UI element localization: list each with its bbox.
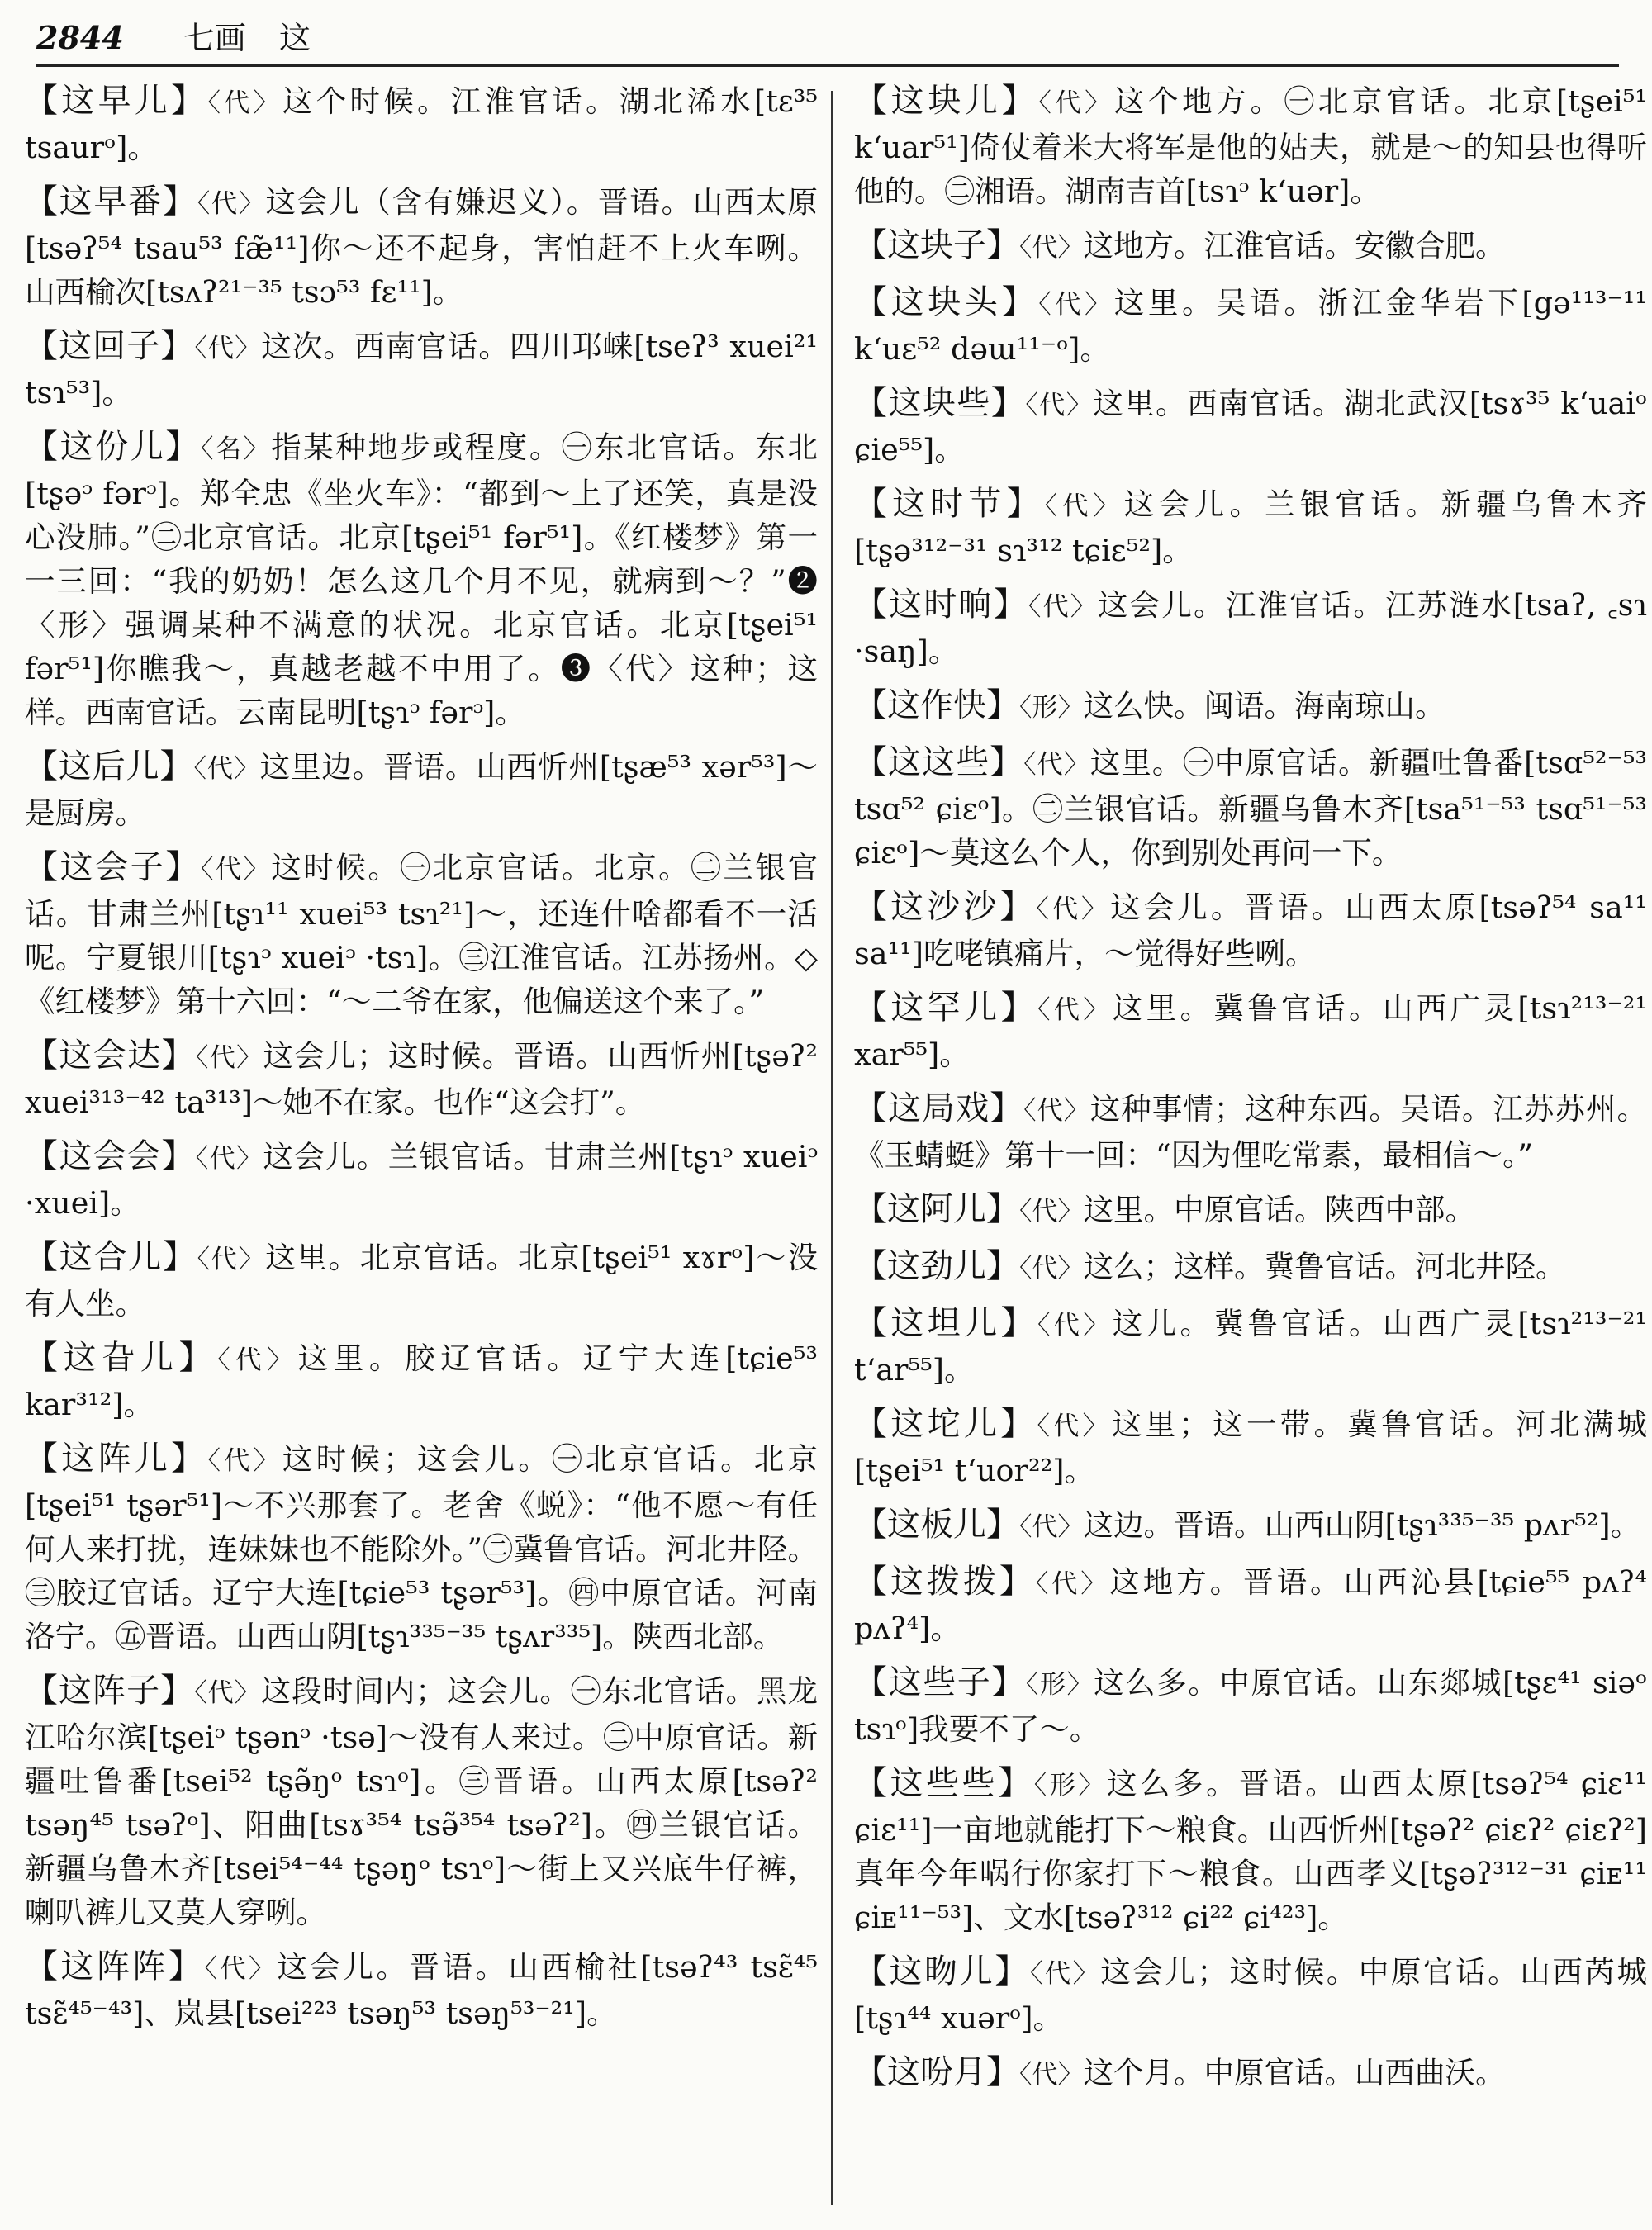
- right-column: [854, 79, 1647, 2108]
- entry-definition: 这里。中原官话。陕西中部。: [1083, 1192, 1475, 1227]
- entry-definition: 这里。㊀中原官话。新疆吐鲁番[tsɑ⁵²⁻⁵³ tsɑ⁵² ɕiɛᵒ]。㊁兰银官话。新疆乌鲁木齐[tsa⁵¹⁻⁵³ tsɑ⁵¹⁻⁵³ ɕiɛᵒ]～莫这么个人，你到别处再问一下。: [854, 745, 1647, 871]
- dictionary-entry: [25, 846, 818, 1023]
- entry-headword: 【这旮儿】: [25, 1339, 218, 1377]
- part-of-speech: 〈代〉: [1036, 894, 1111, 924]
- dictionary-entry: [854, 684, 1647, 730]
- entry-headword: 【这块儿】: [854, 82, 1039, 120]
- entry-headword: 【这作快】: [854, 686, 1019, 724]
- entry-definition: 这里；这一带。冀鲁官话。河北满城[tʂei⁵¹ t‘uor²²]。: [854, 1407, 1648, 1488]
- entry-definition: 这会儿。兰银官话。甘肃兰州[tʂɿᵓ xueiᵓ ·xuei]。: [25, 1139, 819, 1221]
- dictionary-entry: [854, 986, 1647, 1076]
- part-of-speech: 〈代〉: [1037, 1412, 1112, 1441]
- entry-definition: 这里。冀鲁官话。山西广灵[tsɿ²¹³⁻²¹ xar⁵⁵]。: [854, 990, 1648, 1072]
- entry-definition: 这个时候。江淮官话。湖北浠水[tɛ³⁵ tsaurᵒ]。: [25, 83, 819, 165]
- entry-headword: 【这局戏】: [854, 1089, 1024, 1127]
- part-of-speech: 〈代〉: [1023, 750, 1090, 780]
- part-of-speech: 〈代〉: [195, 1043, 263, 1073]
- entry-headword: 【这罕儿】: [854, 989, 1037, 1027]
- part-of-speech: 〈形〉: [1025, 1670, 1094, 1700]
- entry-definition: 这会儿（含有嫌迟义）。晋语。山西太原[tsəʔ⁵⁴ tsau⁵³ fæ̃¹¹]你～还不起身，害怕赶不上火车咧。山西榆次[tsʌʔ²¹⁻³⁵ tsɔ⁵³ fɛ¹¹]。: [25, 184, 818, 310]
- dictionary-entry: [25, 1336, 818, 1426]
- entry-headword: 【这些子】: [854, 1663, 1026, 1701]
- part-of-speech: 〈代〉: [194, 334, 262, 363]
- entry-definition: 这时候。㊀北京官话。北京。㊁兰银官话。甘肃兰州[tʂɿ¹¹ xuei⁵³ tsɿ²¹]～，还连什啥都看不一活呢。宁夏银川[tʂɿᵓ xueiᵓ ·tsɿ]。㊂江淮官话。江苏扬州。◇《红楼梦》第十六回：“～二爷在家，他偏送这个来了。”: [25, 850, 819, 1019]
- entry-definition: 这儿。冀鲁官话。山西广灵[tsɿ²¹³⁻²¹ t‘ar⁵⁵]。: [854, 1306, 1648, 1388]
- part-of-speech: 〈代〉: [207, 1446, 282, 1476]
- part-of-speech: 〈代〉: [1019, 1512, 1084, 1542]
- entry-headword: 【这合儿】: [25, 1238, 197, 1276]
- page-number: 2844: [36, 19, 124, 56]
- left-column: [25, 79, 818, 2046]
- part-of-speech: 〈代〉: [1019, 1254, 1084, 1283]
- entry-headword: 【这时晌】: [854, 586, 1028, 624]
- entry-headword: 【这阵儿】: [25, 1440, 208, 1478]
- entry-headword: 【这坨儿】: [854, 1405, 1037, 1443]
- part-of-speech: 〈形〉: [1033, 1771, 1107, 1801]
- dictionary-entry: [25, 180, 818, 314]
- dictionary-entry: [854, 1245, 1647, 1291]
- dictionary-entry: [25, 1437, 818, 1658]
- dictionary-entry: [854, 1503, 1647, 1549]
- part-of-speech: 〈代〉: [1029, 1959, 1101, 1989]
- entry-headword: 【这些些】: [854, 1764, 1034, 1802]
- dictionary-entry: [25, 425, 818, 734]
- part-of-speech: 〈代〉: [1019, 1197, 1084, 1226]
- entry-definition: 这里边。晋语。山西忻州[tʂæ⁵³ xər⁵³]～是厨房。: [25, 749, 819, 831]
- entry-definition: 这里。西南官话。湖北武汉[tsɤ³⁵ k‘uaiᵒ ɕie⁵⁵]。: [854, 386, 1648, 467]
- part-of-speech: 〈代〉: [1023, 1096, 1090, 1126]
- dictionary-entry: [25, 1034, 818, 1124]
- entry-definition: 这种事情；这种东西。吴语。江苏苏州。《玉蜻蜓》第十一回：“因为俚吃常素，最相信～。”: [854, 1091, 1648, 1173]
- entry-definition: 这边。晋语。山西山阴[tʂɿ³³⁵⁻³⁵ pʌr⁵²]。: [1083, 1507, 1641, 1543]
- entry-headword: 【这板儿】: [854, 1506, 1019, 1544]
- part-of-speech: 〈形〉: [1019, 693, 1084, 723]
- entry-headword: 【这回子】: [25, 327, 195, 365]
- entry-headword: 【这份儿】: [25, 428, 201, 466]
- dictionary-entry: [854, 1087, 1647, 1177]
- dictionary-entry: [25, 325, 818, 415]
- entry-definition: 这里。胶辽官话。辽宁大连[tɕie⁵³ kar³¹²]。: [25, 1340, 819, 1422]
- entry-headword: 【这会达】: [25, 1037, 196, 1075]
- column-divider: [831, 91, 833, 2205]
- page-header: [36, 17, 1619, 67]
- entry-definition: 这个月。中原官话。山西曲沃。: [1083, 2055, 1506, 2090]
- radical-char: 这: [278, 20, 311, 56]
- entry-headword: 【这块子】: [854, 226, 1019, 264]
- entry-headword: 【这时节】: [854, 485, 1045, 523]
- part-of-speech: 〈代〉: [1019, 2060, 1084, 2090]
- dictionary-entry: [25, 1135, 818, 1225]
- entry-definition: 这次。西南官话。四川邛崃[tseʔ³ xuei²¹ tsɿ⁵³]。: [25, 329, 819, 410]
- entry-headword: 【这吩月】: [854, 2053, 1019, 2091]
- dictionary-entry: [25, 1945, 818, 2035]
- entry-definition: 这个地方。㊀北京官话。北京[tʂei⁵¹ k‘uar⁵¹]倚仗着米大将军是他的姑夫，就是～的知县也得听他的。㊁湘语。湖南吉首[tsɿᵓ k‘uər]。: [854, 83, 1648, 209]
- entry-definition: 这会儿。晋语。山西太原[tsəʔ⁵⁴ sa¹¹ sa¹¹]吃咾镇痛片，～觉得好些咧。: [854, 890, 1647, 971]
- entry-headword: 【这后儿】: [25, 747, 194, 785]
- entry-headword: 【这这些】: [854, 743, 1024, 781]
- entry-headword: 【这会会】: [25, 1137, 196, 1175]
- entry-headword: 【这坦儿】: [854, 1304, 1037, 1342]
- part-of-speech: 〈代〉: [1025, 391, 1094, 420]
- part-of-speech: 〈代〉: [1019, 233, 1084, 263]
- entry-definition: 这里。吴语。浙江金华岩下[gə¹¹³⁻¹¹ k‘uɛ⁵² dəɯ¹¹⁻ᵒ]。: [854, 285, 1648, 367]
- part-of-speech: 〈代〉: [207, 88, 282, 118]
- entry-headword: 【这劲儿】: [854, 1247, 1019, 1285]
- entry-definition: 这会儿。江淮官话。江苏涟水[tsaʔ, ꜀sɿ ·saŋ]。: [854, 587, 1648, 669]
- part-of-speech: 〈代〉: [1038, 290, 1114, 320]
- dictionary-entry: [854, 1661, 1647, 1751]
- part-of-speech: 〈代〉: [197, 1245, 266, 1274]
- part-of-speech: 〈代〉: [204, 1954, 278, 1984]
- entry-definition: 这里。北京官话。北京[tʂei⁵¹ xɤrᵒ]～没有人坐。: [25, 1240, 819, 1321]
- entry-definition: 这会儿；这时候。中原官话。山西芮城[tʂɿ⁴⁴ xuərᵒ]。: [854, 1954, 1648, 2036]
- entry-headword: 【这阵阵】: [25, 1948, 205, 1986]
- dictionary-entry: [854, 482, 1647, 572]
- entry-headword: 【这块头】: [854, 283, 1039, 321]
- entry-definition: 这么快。闽语。海南琼山。: [1083, 688, 1446, 724]
- entry-definition: 这么多。中原官话。山东郯城[tʂɛ⁴¹ siəᵒ tsɿᵒ]我要不了～。: [854, 1665, 1648, 1747]
- dictionary-entry: [854, 1560, 1647, 1650]
- entry-headword: 【这昒儿】: [854, 1952, 1030, 1990]
- part-of-speech: 〈代〉: [195, 1144, 263, 1174]
- entry-definition: 这地方。江淮官话。安徽合肥。: [1083, 228, 1506, 263]
- dictionary-entry: [854, 1762, 1647, 1939]
- dictionary-entry: [854, 1302, 1647, 1392]
- part-of-speech: 〈代〉: [194, 1678, 261, 1708]
- entry-headword: 【这早儿】: [25, 82, 208, 120]
- part-of-speech: 〈代〉: [1038, 88, 1114, 118]
- dictionary-entry: [25, 1669, 818, 1934]
- dictionary-entry: [854, 79, 1647, 213]
- part-of-speech: 〈代〉: [200, 855, 272, 885]
- entry-definition: 这么多。晋语。山西太原[tsəʔ⁵⁴ ɕiɛ¹¹ ɕiɛ¹¹]一亩地就能打下～粮食。山西忻州[tʂəʔ² ɕiɛʔ² ɕiɛʔ²]真年今年㖞行你家打下～粮食。山西孝义[tʂəʔ³¹²⁻³¹ ɕiᴇ¹¹ ɕiᴇ¹¹⁻⁵³]、文水[tsəʔ³¹² ɕi²² ɕi⁴²³]。: [854, 1766, 1648, 1935]
- dictionary-entry: [854, 281, 1647, 371]
- dictionary-entry: [25, 745, 818, 835]
- part-of-speech: 〈代〉: [197, 189, 266, 219]
- dictionary-entry: [854, 583, 1647, 673]
- part-of-speech: 〈代〉: [1037, 995, 1113, 1025]
- entry-definition: 这段时间内；这会儿。㊀东北官话。黑龙江哈尔滨[tʂeiᵓ tʂənᵓ ·tsə]～没有人来过。㊁中原官话。新疆吐鲁番[tsei⁵² tʂə̃ŋᵒ tsɿᵒ]。㊂晋语。山西太原[tsəʔ² tsəŋ⁴⁵ tsəʔᵒ]、阳曲[tsɤ³⁵⁴ tsə̃³⁵⁴ tsəʔ²]。㊃兰银官话。新疆乌鲁木齐[tsei⁵⁴⁻⁴⁴ tʂəŋᵒ tsɿᵒ]～街上又兴底牛仔裤，喇叭裤儿又莫人穿咧。: [25, 1673, 819, 1930]
- dictionary-entry: [854, 885, 1647, 975]
- entry-definition: 这么；这样。冀鲁官话。河北井陉。: [1083, 1249, 1566, 1284]
- dictionary-entry: [854, 224, 1647, 270]
- entry-headword: 【这阿儿】: [854, 1190, 1019, 1228]
- entry-definition: 这会儿。兰银官话。新疆乌鲁木齐[tʂə³¹²⁻³¹ sɿ³¹² tɕiɛ⁵²]。: [854, 486, 1648, 568]
- dictionary-entry: [854, 741, 1647, 875]
- dictionary-entry: [25, 79, 818, 169]
- stroke-section: 七画: [183, 20, 246, 56]
- dictionary-entry: [854, 2051, 1647, 2097]
- part-of-speech: 〈代〉: [193, 754, 260, 784]
- entry-definition: 这地方。晋语。山西沁县[tɕie⁵⁵ pʌʔ⁴ pʌʔ⁴]。: [854, 1564, 1648, 1646]
- part-of-speech: 〈代〉: [1044, 491, 1124, 521]
- entry-headword: 【这阵子】: [25, 1672, 195, 1710]
- entry-headword: 【这块些】: [854, 384, 1026, 422]
- part-of-speech: 〈代〉: [1037, 1311, 1113, 1340]
- entry-definition: 指某种地步或程度。㊀东北官话。东北[tʂəᵓ fərᵓ]。郑全忠《坐火车》：“都到～上了还笑，真是没心没肺。”㊁北京官话。北京[tʂei⁵¹ fər⁵¹]。《红楼梦》第一一三回：“我的奶奶！怎么这几个月不见，就病到～？”❷〈形〉强调某种不满意的状况。北京官话。北京[tʂei⁵¹ fər⁵¹]你瞧我～，真越老越不中用了。❸〈代〉这种；这样。西南官话。云南昆明[tʂɿᵓ fərᵓ]。: [25, 429, 819, 730]
- entry-headword: 【这会子】: [25, 848, 201, 886]
- entry-definition: 这会儿。晋语。山西榆社[tsəʔ⁴³ tsɛ̃⁴⁵ tsɛ̃⁴⁵⁻⁴³]、岚县[tsei²²³ tsəŋ⁵³ tsəŋ⁵³⁻²¹]。: [25, 1949, 819, 2031]
- part-of-speech: 〈名〉: [200, 434, 272, 464]
- entry-headword: 【这早番】: [25, 183, 197, 221]
- entry-headword: 【这拨拨】: [854, 1563, 1036, 1601]
- part-of-speech: 〈代〉: [1028, 592, 1098, 622]
- entry-definition: 这时候；这会儿。㊀北京官话。北京[tʂei⁵¹ tʂər⁵¹]～不兴那套了。老舍《蜕》：“他不愿～有任何人来打扰，连妹妹也不能除外。”㊁冀鲁官话。河北井陉。㊂胶辽官话。辽宁大连[tɕie⁵³ tʂər⁵³]。㊃中原官话。河南洛宁。㊄晋语。山西山阴[tʂɿ³³⁵⁻³⁵ tʂʌr³³⁵]。陕西北部。: [25, 1441, 819, 1654]
- dictionary-entry: [854, 382, 1647, 472]
- dictionary-entry: [854, 1950, 1647, 2040]
- dictionary-entry: [854, 1188, 1647, 1234]
- dictionary-entry: [25, 1236, 818, 1326]
- entry-headword: 【这沙沙】: [854, 888, 1037, 926]
- dictionary-entry: [854, 1402, 1647, 1492]
- part-of-speech: 〈代〉: [1035, 1569, 1110, 1599]
- entry-definition: 这会儿；这时候。晋语。山西忻州[tʂəʔ² xuei³¹³⁻⁴² ta³¹³]～她不在家。也作“这会打”。: [25, 1038, 819, 1120]
- part-of-speech: 〈代〉: [217, 1345, 298, 1375]
